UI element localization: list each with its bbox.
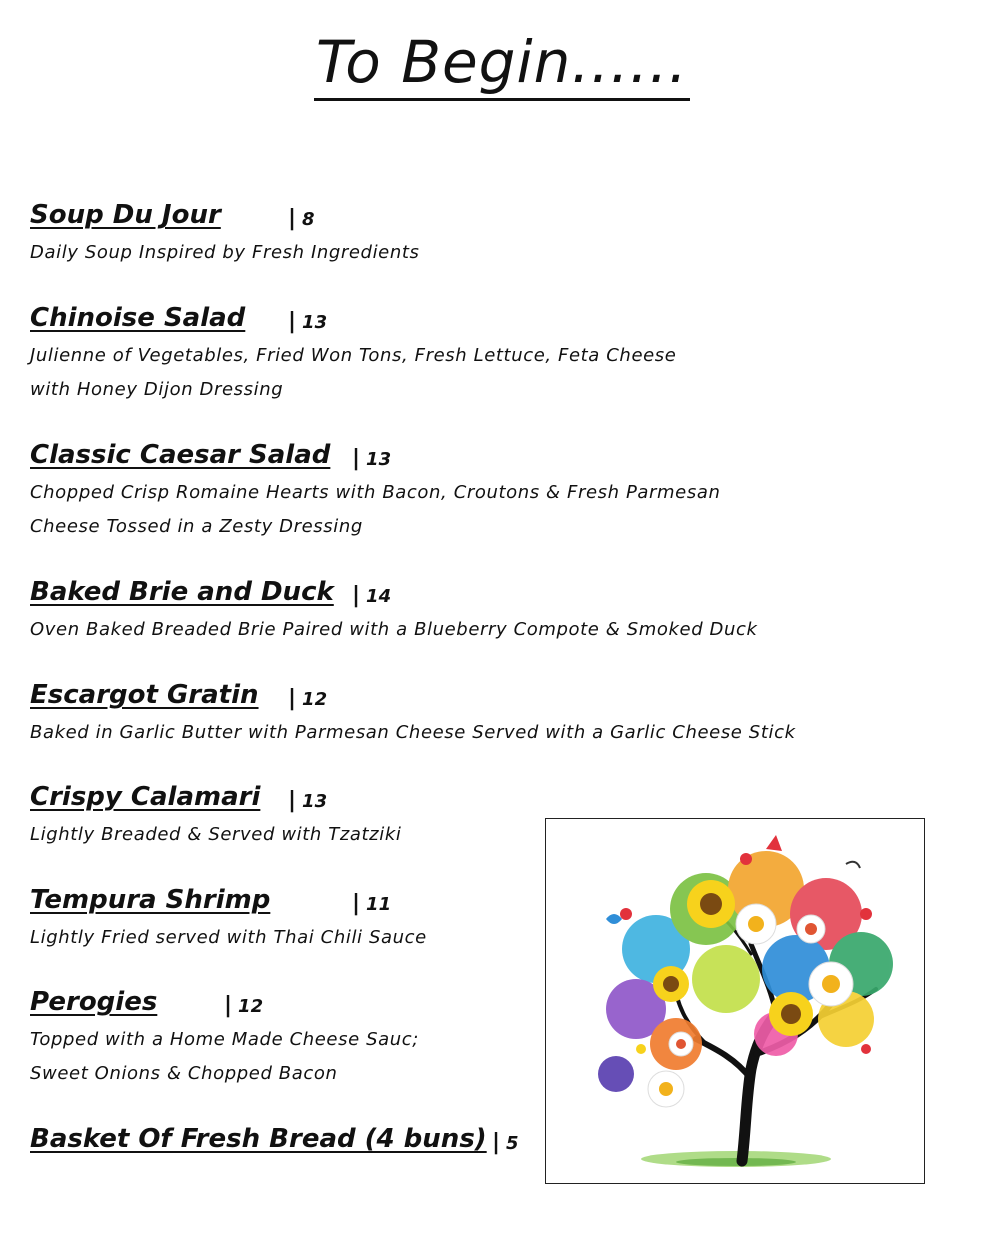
item-price: | 12: [224, 993, 264, 1018]
menu-item-escargot-gratin: [30, 680, 796, 750]
flower-tree-image: [545, 818, 925, 1184]
menu-item-tempura-shrimp: [30, 885, 427, 955]
menu-item-soup-du-jour: [30, 200, 420, 270]
description-line: Chopped Crisp Romaine Hearts with Bacon, Croutons & Fresh Parmesan: [30, 482, 721, 503]
price-value: 12: [302, 689, 328, 710]
description-line: Topped with a Home Made Cheese Sauc;: [30, 1029, 419, 1050]
item-description: [30, 921, 427, 955]
item-price: | 5: [492, 1130, 519, 1155]
description-line: with Honey Dijon Dressing: [30, 379, 284, 400]
price-value: 13: [302, 791, 328, 812]
item-price: | 13: [288, 309, 328, 334]
page-title: [0, 28, 1004, 96]
item-description: [30, 818, 401, 852]
description-line: Sweet Onions & Chopped Bacon: [30, 1063, 338, 1084]
item-name: Classic Caesar Salad: [30, 440, 331, 470]
item-price: | 12: [288, 686, 328, 711]
item-description: [30, 476, 720, 544]
description-line: Cheese Tossed in a Zesty Dressing: [30, 516, 363, 537]
description-line: Oven Baked Breaded Brie Paired with a Blueberry Compote & Smoked Duck: [30, 619, 758, 640]
item-price: | 11: [352, 891, 392, 916]
menu-item-classic-caesar-salad: [30, 440, 720, 544]
item-name: Tempura Shrimp: [30, 885, 271, 915]
menu-item-baked-brie-and-duck: [30, 577, 758, 647]
price-value: 13: [366, 449, 392, 470]
menu-item-perogies: [30, 987, 419, 1091]
item-description: [30, 236, 420, 270]
item-name: Perogies: [30, 987, 158, 1017]
price-value: 14: [366, 586, 392, 607]
description-line: Lightly Breaded & Served with Tzatziki: [30, 824, 402, 845]
item-price: | 8: [288, 206, 315, 231]
menu-item-chinoise-salad: [30, 303, 676, 407]
description-line: Julienne of Vegetables, Fried Won Tons, Fresh Lettuce, Feta Cheese: [30, 345, 677, 366]
item-description: [30, 339, 676, 407]
item-price: | 13: [352, 446, 392, 471]
item-name: Chinoise Salad: [30, 303, 246, 333]
item-name: Soup Du Jour: [30, 200, 221, 230]
flower-tree-icon: [546, 819, 923, 1182]
description-line: Daily Soup Inspired by Fresh Ingredients: [30, 242, 420, 263]
price-value: 11: [366, 894, 392, 915]
item-description: [30, 716, 796, 750]
price-value: 5: [506, 1133, 519, 1154]
price-value: 8: [302, 209, 315, 230]
description-line: Lightly Fried served with Thai Chili Sauce: [30, 927, 427, 948]
menu-item-basket-of-fresh-bread: [30, 1124, 519, 1155]
item-description: [30, 1023, 419, 1091]
item-price: | 13: [288, 788, 328, 813]
price-value: 12: [238, 996, 264, 1017]
item-description: [30, 613, 758, 647]
page-title-text: To Begin......: [314, 28, 690, 101]
item-price: | 14: [352, 583, 392, 608]
price-value: 13: [302, 312, 328, 333]
item-name: Escargot Gratin: [30, 680, 259, 710]
item-name: Baked Brie and Duck: [30, 577, 334, 607]
description-line: Baked in Garlic Butter with Parmesan Cheese Served with a Garlic Cheese Stick: [30, 722, 796, 743]
item-name: Crispy Calamari: [30, 782, 261, 812]
menu-item-crispy-calamari: [30, 782, 401, 852]
item-name: Basket Of Fresh Bread (4 buns): [30, 1124, 487, 1154]
